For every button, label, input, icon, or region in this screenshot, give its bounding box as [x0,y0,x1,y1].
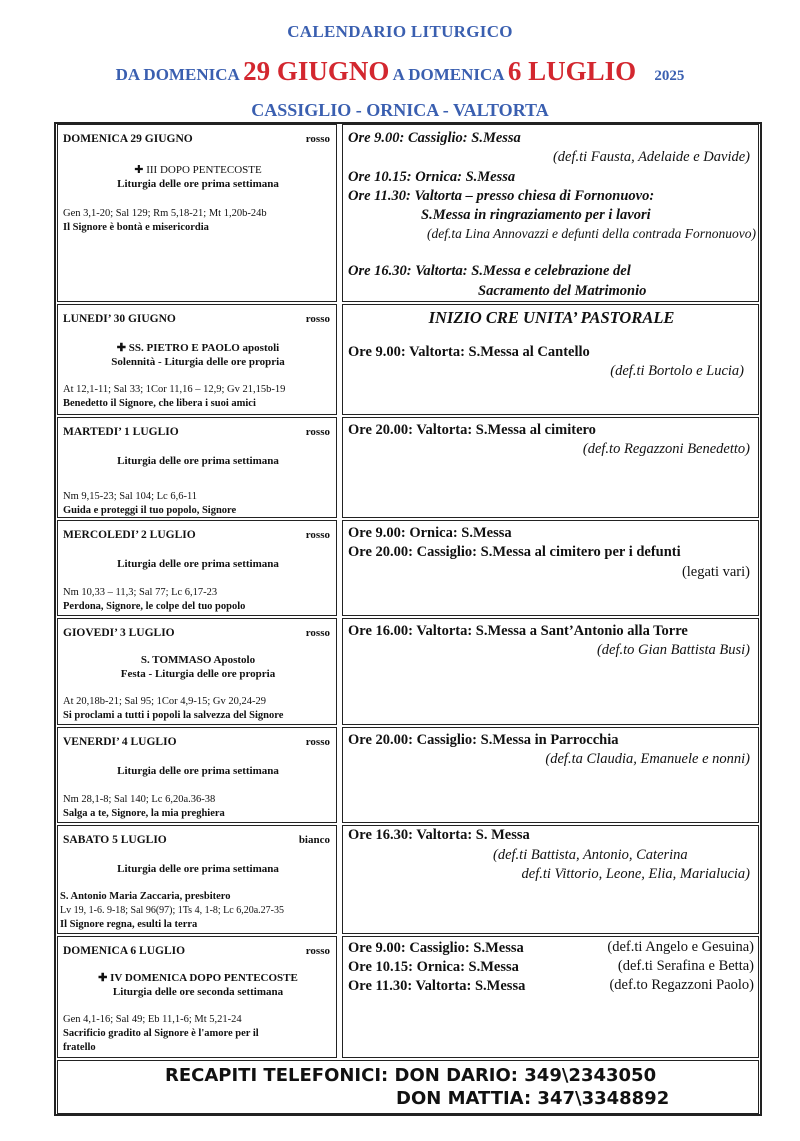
psalm-motto: Il Signore è bontà e misericordia [63,222,209,233]
intention-line: (def.to Regazzoni Benedetto) [582,441,750,457]
readings: Nm 9,15-23; Sal 104; Lc 6,6-11 [63,491,198,502]
day-label: MARTEDI’ 1 LUGLIO [63,426,179,438]
day-row [57,124,759,302]
mass-line: Ore 9.00: Ornica: S.Messa [348,525,512,541]
places: CASSIGLIO - ORNICA - VALTORTA [251,100,549,120]
mass-cell [342,727,759,823]
mass-cell [342,124,759,302]
intention-line: def.ti Vittorio, Leone, Elia, Marialucia) [521,866,750,882]
liturgical-color: rosso [305,133,330,145]
psalm-motto: Perdona, Signore, le colpe del tuo popolo [63,601,246,612]
liturgy-hours: Solennità - Liturgia delle ore propria [111,356,285,368]
day-row [57,520,759,616]
psalm-motto: Benedetto il Signore, che libera i suoi amici [63,398,256,409]
intention-line: (def.ti Fausta, Adelaide e Davide) [552,149,750,165]
mass-cell [342,825,759,934]
readings: At 20,18b-21; Sal 95; 1Cor 4,9-15; Gv 20,24-29 [63,696,266,707]
liturgy-hours: Festa - Liturgia delle ore propria [120,668,276,680]
psalm-motto-continued: fratello [63,1042,96,1053]
intention-line: (def.to Gian Battista Busi) [596,642,750,658]
date-range [0,56,800,87]
liturgical-color: rosso [305,736,330,748]
liturgy-hours: Liturgia delle ore prima settimana [117,455,279,467]
feast-name: ✚ III DOPO PENTECOSTE [134,164,262,176]
day-label: DOMENICA 6 LUGLIO [63,945,186,957]
day-row [57,825,759,934]
readings: Gen 3,1-20; Sal 129; Rm 5,18-21; Mt 1,20b-24b [63,208,267,219]
mass-line: Ore 11.30: Valtorta: S.Messa [348,978,526,994]
mass-cell [342,520,759,616]
from-date: 29 GIUGNO [243,56,390,86]
psalm-motto: Sacrificio gradito al Signore è l'amore per il [63,1028,259,1039]
mass-line: Ore 16.00: Valtorta: S.Messa a Sant’Antonio alla Torre [348,623,688,639]
day-label: SABATO 5 LUGLIO [63,834,167,846]
readings: Nm 28,1-8; Sal 140; Lc 6,20a.36-38 [63,794,216,805]
mass-line: Sacramento del Matrimonio [478,283,647,299]
feast-name: S. TOMMASO Apostolo [140,654,256,666]
saint-of-day: S. Antonio Maria Zaccaria, presbitero [60,891,231,902]
mass-line: Ore 9.00: Cassiglio: S.Messa [348,130,521,146]
mass-line: Ore 20.00: Cassiglio: S.Messa in Parrocchia [348,732,619,748]
readings: Nm 10,33 – 11,3; Sal 77; Lc 6,17-23 [63,587,218,598]
day-row [57,618,759,725]
liturgy-cell [57,417,337,518]
liturgy-hours: Liturgia delle ore prima settimana [117,765,279,777]
feast-name: ✚ SS. PIETRO E PAOLO apostoli [116,342,280,354]
contact-line-dario: RECAPITI TELEFONICI: DON DARIO: 349\2343050 [165,1065,657,1086]
day-row [57,936,759,1058]
mass-cell [342,618,759,725]
psalm-motto: Salga a te, Signore, la mia preghiera [63,808,225,819]
mass-line: Ore 9.00: Cassiglio: S.Messa [348,940,524,956]
liturgy-cell [57,520,337,616]
intention-line: (def.ti Angelo e Gesuina) [607,939,754,955]
intention-line: (def.ti Battista, Antonio, Caterina [493,847,688,863]
readings: Gen 4,1-16; Sal 49; Eb 11,1-6; Mt 5,21-24 [63,1014,242,1025]
liturgy-cell [57,825,337,934]
intention-line: (def.ti Serafina e Betta) [617,958,754,974]
liturgical-color: rosso [305,426,330,438]
year: 2025 [654,68,685,84]
day-label: LUNEDI’ 30 GIUGNO [63,313,176,325]
liturgical-color: rosso [305,529,330,541]
liturgy-cell [57,618,337,725]
event-title: INIZIO CRE UNITA’ PASTORALE [428,308,675,327]
mass-line: Ore 20.00: Cassiglio: S.Messa al cimitero per i defunti [348,544,681,560]
calendar-title: CALENDARIO LITURGICO [287,22,513,41]
day-row [57,727,759,823]
liturgy-hours: Liturgia delle ore seconda settimana [112,986,284,998]
mass-line: Ore 20.00: Valtorta: S.Messa al cimitero [348,422,596,438]
mass-line: Ore 16.30: Valtorta: S. Messa [348,827,530,843]
mass-cell [342,304,759,415]
intention-line: (def.ta Claudia, Emanuele e nonni) [545,751,750,767]
psalm-motto: Guida e proteggi il tuo popolo, Signore [63,505,237,516]
liturgy-hours: Liturgia delle ore prima settimana [117,178,279,190]
mass-line: Ore 16.30: Valtorta: S.Messa e celebrazione del [348,263,631,279]
psalm-motto: Il Signore regna, esulti la terra [60,919,198,930]
feast-name: ✚ IV DOMENICA DOPO PENTECOSTE [98,972,298,984]
liturgy-hours: Liturgia delle ore prima settimana [117,558,279,570]
day-label: VENERDI’ 4 LUGLIO [63,736,177,748]
liturgy-cell [57,936,337,1058]
mass-line: Ore 10.15: Ornica: S.Messa [348,169,516,185]
liturgical-color: rosso [305,313,330,325]
liturgy-hours: Liturgia delle ore prima settimana [117,863,279,875]
intention-line: (def.to Regazzoni Paolo) [609,977,754,993]
day-row [57,304,759,415]
mass-line: Ore 9.00: Valtorta: S.Messa al Cantello [348,344,590,360]
to-date: 6 LUGLIO [507,56,637,86]
psalm-motto: Si proclami a tutti i popoli la salvezza del Signore [63,710,284,721]
intention-line: (legati vari) [681,564,750,580]
liturgical-color: bianco [298,834,330,846]
liturgical-color: rosso [305,945,330,957]
liturgical-color: rosso [305,627,330,639]
phone-contacts [57,1060,759,1114]
from-label: DA DOMENICA [115,65,239,84]
contact-line-mattia: DON MATTIA: 347\3348892 [396,1088,670,1109]
readings: Lv 19, 1-6. 9-18; Sal 96(97); 1Ts 4, 1-8; Lc 6,20a.27-35 [60,905,284,916]
intention-line: (def.ti Bortolo e Lucia) [610,363,744,379]
intention-line: (def.ta Lina Annovazzi e defunti della contrada Fornonuovo) [427,226,756,241]
liturgy-cell [57,727,337,823]
liturgy-cell [57,304,337,415]
mass-line: Ore 11.30: Valtorta – presso chiesa di Fornonuovo: [348,188,655,204]
to-label: A DOMENICA [392,65,504,84]
mass-cell [342,417,759,518]
liturgy-cell [57,124,337,302]
day-label: DOMENICA 29 GIUGNO [63,133,193,145]
mass-line: S.Messa in ringraziamento per i lavori [421,207,651,223]
day-label: MERCOLEDI’ 2 LUGLIO [63,529,196,541]
day-row [57,417,759,518]
readings: At 12,1-11; Sal 33; 1Cor 11,16 – 12,9; Gv 21,15b-19 [63,384,286,395]
day-label: GIOVEDI’ 3 LUGLIO [63,627,175,639]
mass-line: Ore 10.15: Ornica: S.Messa [348,959,519,975]
mass-cell [342,936,759,1058]
